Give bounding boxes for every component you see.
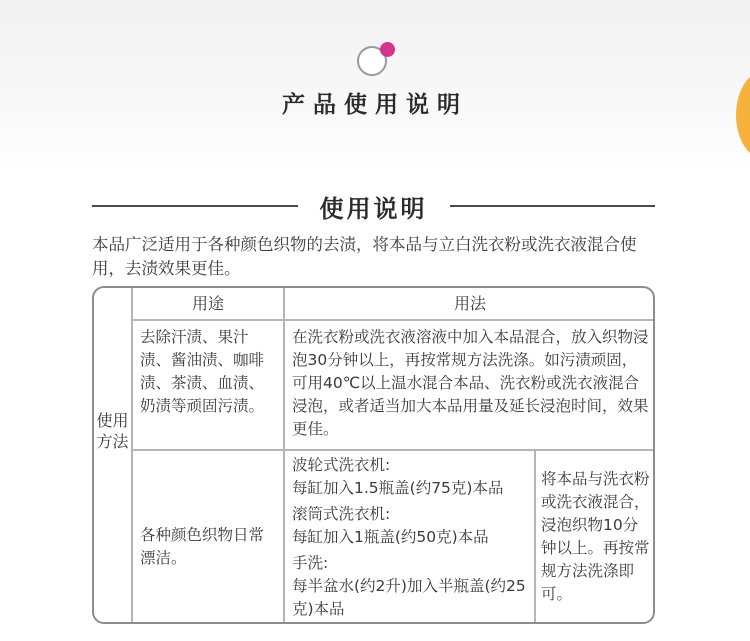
table-divider	[131, 288, 133, 622]
header-background	[0, 0, 750, 170]
method-side-label: 使用方法	[96, 411, 129, 451]
divider-left	[92, 205, 298, 207]
wave-washer-label: 波轮式洗衣机:	[292, 456, 391, 474]
intro-text: 本品广泛适用于各种颜色织物的去渍，将本品与立白洗衣粉或洗衣液混合使用，去渍效果更佳。	[92, 235, 637, 278]
row2-note: 将本品与洗衣粉或洗衣液混合，浸泡织物10分钟以上。再按常规方法洗涤即可。	[541, 470, 650, 603]
column-header-usage: 用途	[191, 294, 224, 313]
drum-washer-label: 滚筒式洗衣机:	[292, 505, 391, 523]
table-divider	[131, 319, 655, 321]
row2-method	[292, 454, 536, 621]
row1-usage: 去除汗渍、果汁渍、酱油渍、咖啡渍、茶渍、血渍、奶渍等顽固污渍。	[140, 328, 265, 415]
table-divider	[283, 288, 285, 622]
column-header-method: 用法	[453, 294, 486, 313]
table-divider	[131, 449, 655, 451]
divider-right	[450, 205, 656, 207]
usage-table	[92, 286, 655, 624]
hand-wash-value: 每半盆水(约2升)加入半瓶盖(约25克)本品	[292, 577, 526, 618]
drum-washer-value: 每缸加入1瓶盖(约50克)本品	[292, 528, 489, 546]
section-title: 使用说明	[319, 194, 428, 223]
wave-washer-value: 每缸加入1.5瓶盖(约75克)本品	[292, 479, 504, 497]
hand-wash-label: 手洗:	[292, 554, 329, 572]
accent-dot-icon	[380, 42, 395, 57]
row1-method: 在洗衣粉或洗衣液溶液中加入本品混合，放入织物浸泡30分钟以上，再按常规方法洗涤。如污渍顽固，可用40℃以上温水混合本品、洗衣粉或洗衣液混合浸泡，或者适当加大本品用量及延长浸泡时间，效果更佳。	[292, 328, 649, 438]
page-title: 产品使用说明	[282, 92, 468, 118]
row2-usage: 各种颜色织物日常漂洁。	[140, 526, 265, 567]
section-heading	[92, 186, 655, 226]
